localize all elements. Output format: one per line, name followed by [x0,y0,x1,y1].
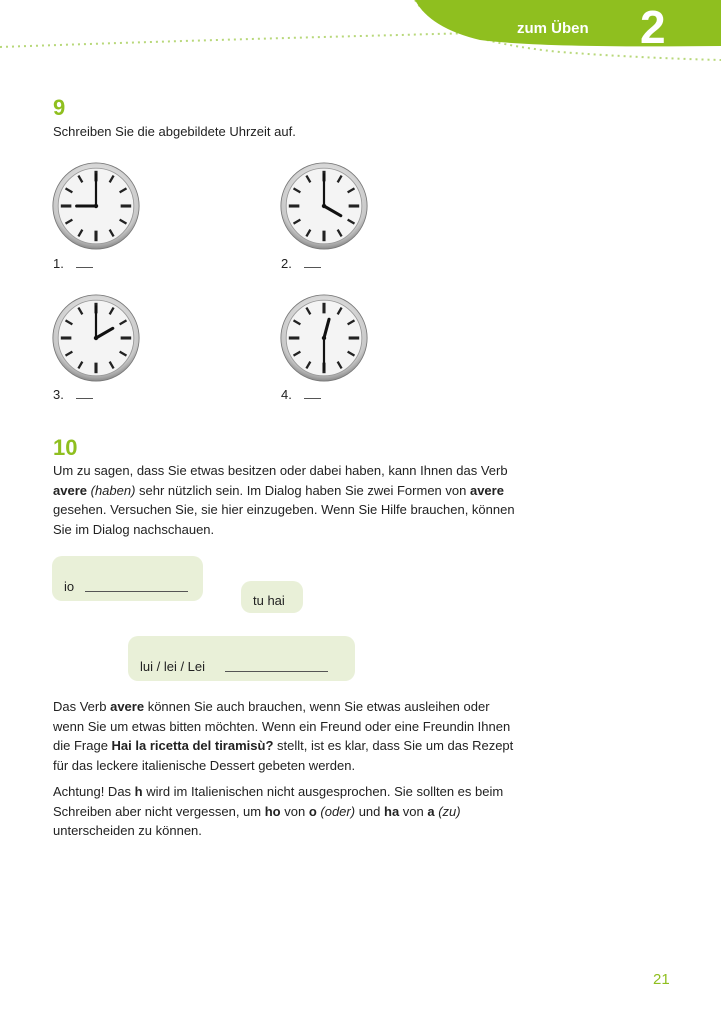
clock-image [280,162,368,250]
speech-bubble-io [52,556,203,601]
answer-blank[interactable] [304,259,321,268]
bubble-text: io [64,579,75,594]
exercise-number: 10 [53,435,78,460]
item-number: 3. [53,387,64,402]
item-number: 1. [53,256,64,271]
answer-item [281,256,321,271]
answer-item [281,387,321,402]
clock-image [52,162,140,250]
fill-in-line[interactable] [225,671,328,672]
chapter-number: 2 [640,1,666,53]
body-paragraph: Achtung! Das h wird im Italienischen nicht ausgesprochen. Sie sollten es beim Schreiben aber nicht vergessen, um ho von o (oder) und ha von a (zu) unterscheiden zu können. [53,784,504,838]
clock-image [52,294,140,382]
item-number: 4. [281,387,292,402]
speech-bubble-tu [241,581,303,613]
exercise-instruction: Um zu sagen, dass Sie etwas besitzen oder dabei haben, kann Ihnen das Verb avere (haben) sehr nützlich sein. Im Dialog haben Sie zwei Formen von avere gesehen. Versuchen Sie, sie hier einzugeben. Wenn Sie Hilfe brauchen, können Sie im Dialog nachschauen. [53,463,515,537]
speech-bubble-lui [128,636,355,681]
bubble-text: tu hai [253,593,285,608]
bubble-text: lui / lei / Lei [140,659,206,674]
exercise-number: 9 [53,95,66,120]
fill-in-line[interactable] [85,591,188,592]
header-label: zum Üben [517,20,589,37]
clock-image [280,294,368,382]
page-number: 21 [653,971,670,988]
answer-item [53,256,93,271]
body-paragraph: Das Verb avere können Sie auch brauchen, wenn Sie etwas ausleihen oder wenn Sie um etwas bitten möchten. Wenn ein Freund oder eine Freundin Ihnen die Frage Hai la ricetta del tiramisù? stellt, ist es klar, dass Sie um das Rezept für das leckere italienische Dessert gebeten werden. [53,699,514,773]
exercise-instruction: Schreiben Sie die abgebildete Uhrzeit auf. [53,124,296,139]
header-decoration [0,0,721,70]
answer-blank[interactable] [76,390,93,399]
answer-blank[interactable] [304,390,321,399]
answer-blank[interactable] [76,259,93,268]
answer-item [53,387,93,402]
item-number: 2. [281,256,292,271]
